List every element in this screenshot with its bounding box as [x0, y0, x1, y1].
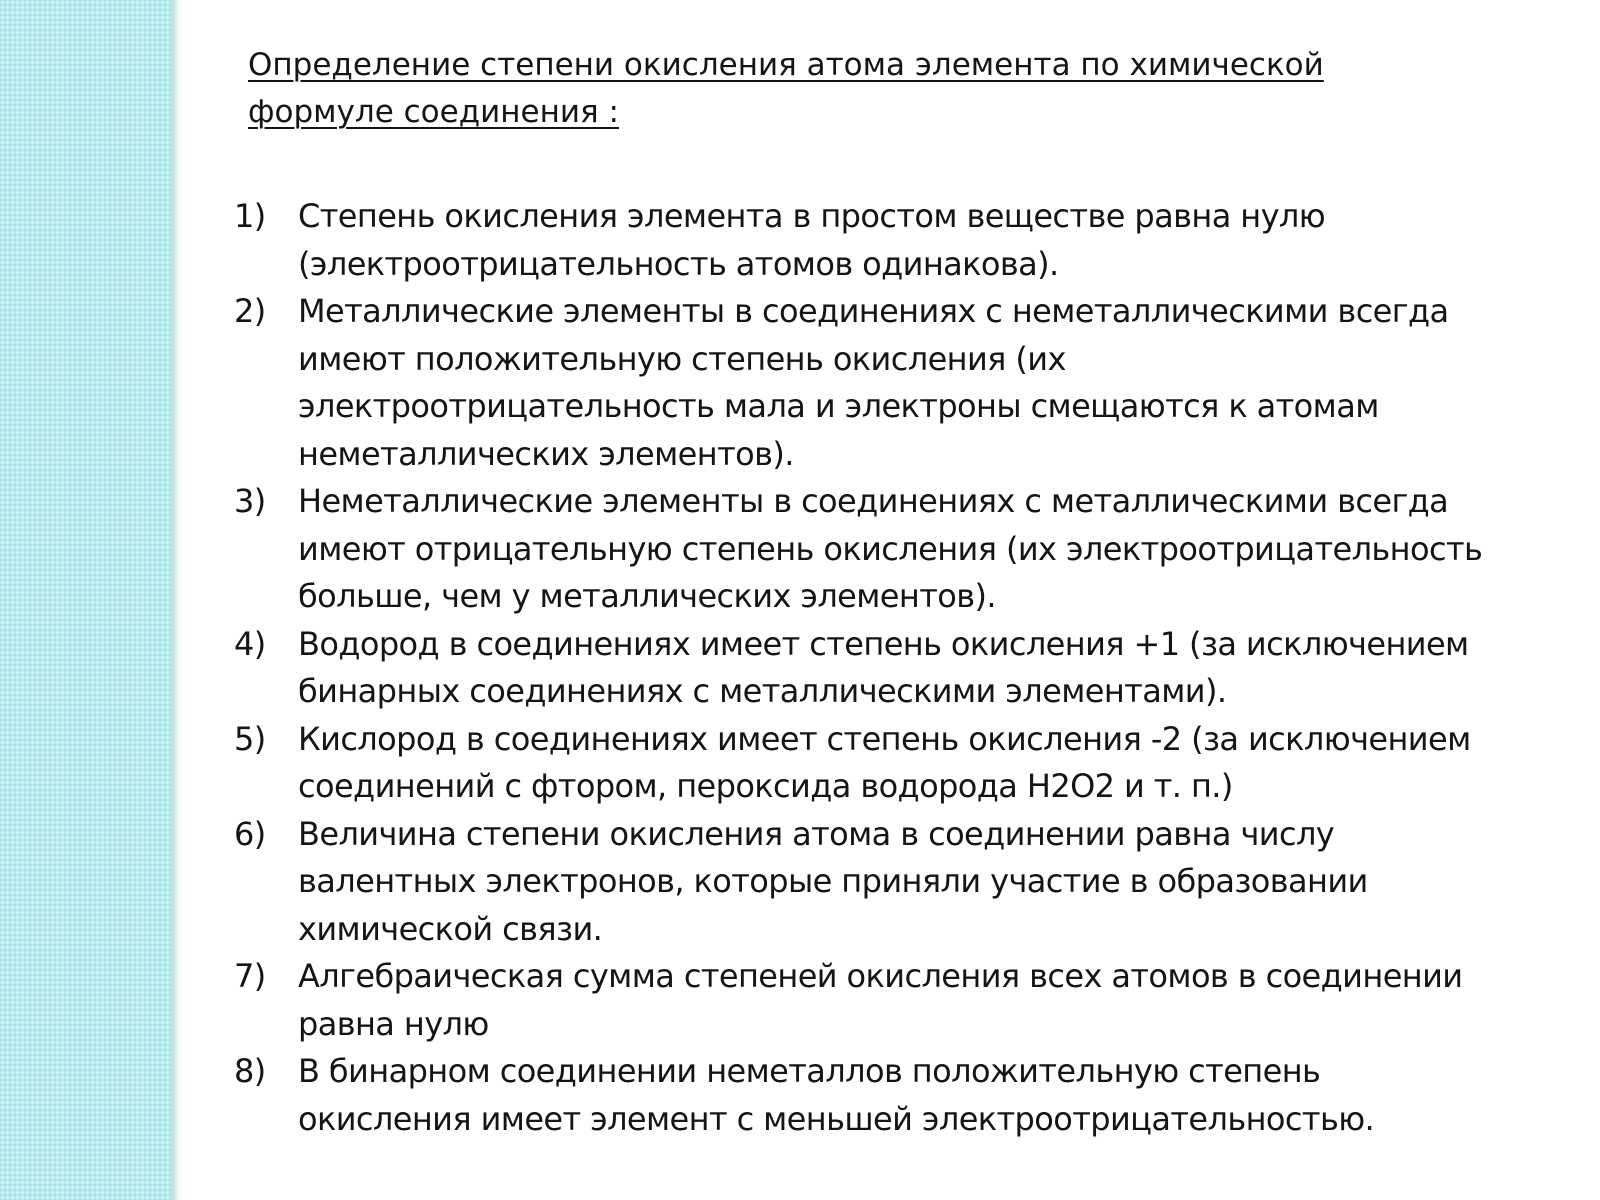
rule-text-line: имеют положительную степень окисления (их [298, 339, 1066, 378]
rule-text-line: Величина степени окисления атома в соединении равна числу [298, 814, 1335, 853]
rule-text-line: валентных электронов, которые приняли участие в образовании [298, 862, 1368, 900]
rule-text-line: соединений с фтором, пероксида водорода H2O2 и т. п.) [298, 767, 1233, 805]
rule-text-line: бинарных соединениях с металлическими элементами). [298, 672, 1227, 710]
rule-text-line: Степень окисления элемента в простом веществе равна нулю [298, 197, 1326, 235]
rule-text-line: окисления имеет элемент с меньшей электроотрицательностью. [298, 1099, 1375, 1138]
rule-text-line: Водород в соединениях имеет степень окисления +1 (за исключением [298, 624, 1469, 663]
rule-text-line: неметаллических элементов). [298, 434, 794, 473]
rule-item-4 [234, 621, 1564, 716]
slide-title [248, 42, 1448, 136]
rule-item-2 [234, 288, 1564, 478]
rules-list [234, 193, 1564, 1143]
rule-number: 6) [234, 814, 266, 853]
rule-text-line: В бинарном соединении неметаллов положительную степень [298, 1052, 1321, 1090]
rule-number: 8) [234, 1052, 266, 1090]
rule-item-8 [234, 1048, 1564, 1143]
rule-text-line: равна нулю [298, 1004, 489, 1043]
rule-text-line: больше, чем у металлических элементов). [298, 577, 996, 615]
rule-text-line: химической связи. [298, 909, 603, 948]
rule-number: 1) [234, 197, 266, 235]
rule-text-line: (электроотрицательность атомов одинакова). [298, 244, 1059, 283]
title-line: формуле соединения : [248, 94, 619, 130]
rule-number: 3) [234, 482, 266, 520]
rule-text-line: Металлические элементы в соединениях с неметаллическими всегда [298, 292, 1449, 330]
rule-item-6 [234, 811, 1564, 954]
rule-number: 2) [234, 292, 266, 330]
rule-item-5 [234, 716, 1564, 811]
rule-text-line: имеют отрицательную степень окисления (их электроотрицательность [298, 529, 1483, 568]
rule-text-line: Неметаллические элементы в соединениях с металлическими всегда [298, 482, 1449, 520]
rule-text-line: Кислород в соединениях имеет степень окисления -2 (за исключением [298, 719, 1471, 758]
rule-number: 7) [234, 957, 266, 995]
rule-number: 4) [234, 624, 266, 663]
title-line: Определение степени окисления атома элемента по химической [248, 47, 1324, 83]
rule-text-line: электроотрицательность мала и электроны смещаются к атомам [298, 387, 1379, 425]
rule-item-3 [234, 478, 1564, 621]
rule-item-7 [234, 953, 1564, 1048]
rule-item-1 [234, 193, 1564, 288]
rule-number: 5) [234, 719, 266, 758]
rule-text-line: Алгебраическая сумма степеней окисления всех атомов в соединении [298, 957, 1463, 995]
